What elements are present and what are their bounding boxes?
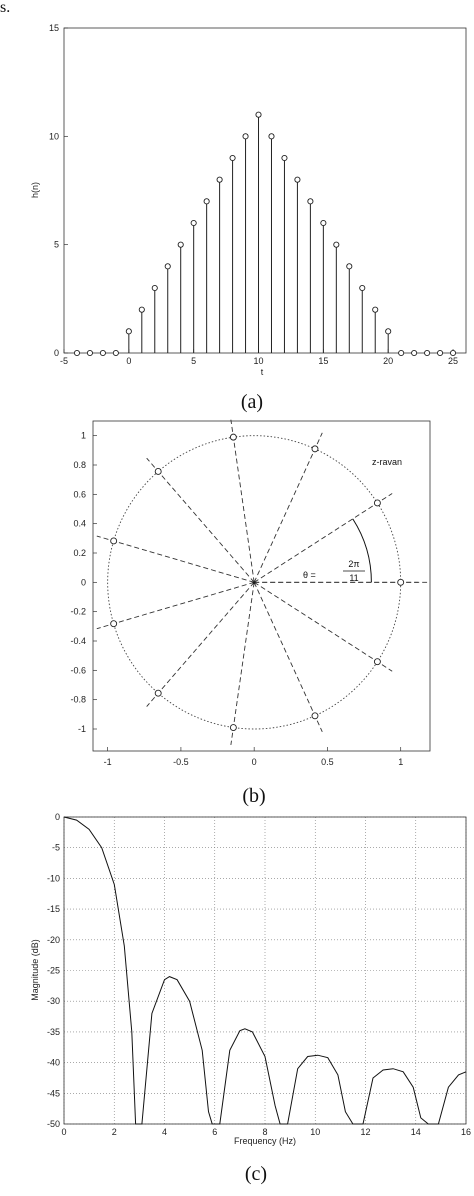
panel-b-radial-line xyxy=(147,458,254,582)
panel-b-ytick-label: 0.6 xyxy=(73,489,86,500)
panel-b-angle-denominator: 11 xyxy=(349,573,359,583)
panel-a-ytick-label: 15 xyxy=(48,23,59,33)
panel-a-stem-marker xyxy=(87,350,92,355)
panel-a-stem-marker xyxy=(321,220,326,225)
panel-a-stem-marker xyxy=(360,285,365,290)
panel-b-zero-marker xyxy=(398,579,404,585)
panel-c-ytick-label: -45 xyxy=(46,1088,60,1099)
panel-c-xtick-label: 6 xyxy=(212,1127,218,1137)
panel-a-stem-marker xyxy=(412,350,417,355)
panel-a-xlabel: t xyxy=(260,367,264,377)
panel-c-xtick-label: 2 xyxy=(111,1127,117,1137)
panel-a-xtick-label: -5 xyxy=(59,356,69,366)
panel-a-stem-marker xyxy=(386,329,391,334)
panel-a-stem-marker xyxy=(437,350,442,355)
panel-b-ytick-label: -0.2 xyxy=(70,606,86,617)
panel-b-ytick-label: 0.2 xyxy=(73,548,86,558)
panel-b-ytick-label: -0.4 xyxy=(70,636,86,646)
panel-a-stem-marker xyxy=(399,350,404,355)
panel-c-ytick-label: -50 xyxy=(46,1119,60,1129)
panel-b-angle-numerator: 2π xyxy=(348,559,360,569)
panel-b-xtick-label: 1 xyxy=(398,757,404,767)
panel-c-xtick-label: 0 xyxy=(61,1127,67,1137)
panel-c-ytick-label: -10 xyxy=(46,873,60,884)
panel-b-axes-box xyxy=(93,421,430,751)
panel-b-xtick-label: 0.5 xyxy=(321,757,334,767)
panel-c-xtick-label: 4 xyxy=(161,1127,168,1137)
panel-a-stem-marker xyxy=(256,112,261,117)
panel-c-magnitude-plot xyxy=(30,812,471,1185)
panel-c-ytick-label: -40 xyxy=(46,1057,60,1068)
panel-a-stem-marker xyxy=(178,242,183,247)
panel-a-ytick-label: 10 xyxy=(48,131,59,142)
panel-b-zero-marker xyxy=(230,725,236,731)
panel-a-xtick-label: 25 xyxy=(448,356,459,366)
panel-a-stem-marker xyxy=(230,155,235,160)
panel-c-caption: (c) xyxy=(244,1163,268,1185)
panel-c-ytick-label: -35 xyxy=(46,1026,60,1037)
panel-c-xtick-label: 10 xyxy=(310,1127,321,1137)
panel-b-zero-marker xyxy=(155,690,161,696)
panel-b-zero-marker xyxy=(312,446,318,452)
panel-a-stem-marker xyxy=(74,350,79,355)
panel-b-xtick-label: -1 xyxy=(103,757,112,767)
panel-c-xlabel: Frequency (Hz) xyxy=(233,1136,297,1146)
panel-a-xtick-label: 0 xyxy=(126,356,132,366)
panel-a-stem-marker xyxy=(450,350,455,355)
panel-b-zero-marker xyxy=(374,500,380,506)
panel-b-xtick-label: -0.5 xyxy=(173,757,189,767)
panel-b-ytick-label: -1 xyxy=(77,724,86,734)
panel-c-xtick-label: 8 xyxy=(262,1127,268,1137)
panel-b-zero-marker xyxy=(111,538,117,544)
panel-b-zero-marker xyxy=(230,434,236,440)
panel-a-stem-marker xyxy=(243,134,248,139)
panel-a-stem-marker xyxy=(126,329,131,334)
panel-a-stem-marker xyxy=(373,307,378,312)
panel-b-radial-line xyxy=(147,582,254,706)
panel-c-ytick-label: 0 xyxy=(54,812,60,822)
panel-a-stem-marker xyxy=(139,307,144,312)
panel-c-ylabel: Magnitude (dB) xyxy=(30,939,40,1001)
panel-a-stem-marker xyxy=(100,350,105,355)
panel-a-stem-marker xyxy=(347,264,352,269)
panel-a-ylabel: h(n) xyxy=(30,181,40,199)
panel-c-ytick-label: -20 xyxy=(46,934,60,945)
panel-b-radial-line xyxy=(97,536,254,582)
panel-a-xtick-label: 20 xyxy=(383,356,394,366)
panel-c-ytick-label: -30 xyxy=(46,996,60,1007)
panel-c-xtick-label: 12 xyxy=(360,1127,371,1137)
panel-c-xtick-label: 16 xyxy=(460,1127,472,1137)
panel-a-stem-marker xyxy=(152,285,157,290)
panel-b-ytick-label: 1 xyxy=(80,430,86,441)
panel-c-ytick-label: -25 xyxy=(46,965,60,976)
panel-a-stem-marker xyxy=(191,220,196,225)
panel-c-ytick-label: -15 xyxy=(46,904,60,915)
panel-c-xtick-label: 14 xyxy=(410,1127,421,1137)
panel-b-caption: (b) xyxy=(242,785,266,807)
panel-b-origin-marker: * xyxy=(252,579,256,590)
panel-a-axes-box xyxy=(64,28,466,353)
panel-c-ytick-label: -5 xyxy=(51,842,60,853)
panel-a-stem-marker xyxy=(308,199,313,204)
panel-b-zero-marker xyxy=(111,621,117,627)
panel-b-radial-line xyxy=(231,582,254,745)
panel-b-ytick-label: 0.4 xyxy=(73,518,86,529)
panel-a-xtick-label: 5 xyxy=(191,356,197,366)
panel-a-stem-marker xyxy=(269,134,274,139)
panel-b-zero-marker xyxy=(312,713,318,719)
panel-b-ytick-label: 0.8 xyxy=(73,460,86,470)
panel-b-radial-line xyxy=(97,582,254,628)
panel-a-stem-marker xyxy=(165,264,170,269)
panel-b-xtick-label: 0 xyxy=(251,757,257,767)
panel-a-stem-marker xyxy=(113,350,118,355)
panel-b-ytick-label: 0 xyxy=(80,577,86,588)
panel-b-zero-marker xyxy=(374,659,380,665)
panel-a-stem-marker xyxy=(334,242,339,247)
panel-b-radial-line xyxy=(231,420,254,583)
panel-b-angle-label: θ = xyxy=(303,570,316,580)
panel-a-xtick-label: 10 xyxy=(253,356,264,366)
panel-a-ytick-label: 0 xyxy=(53,348,59,358)
panel-a-xtick-label: 15 xyxy=(318,356,329,366)
panel-b-ytick-label: -0.6 xyxy=(70,665,86,676)
panel-a-stem-marker xyxy=(424,350,429,355)
panel-a-stem-marker xyxy=(282,155,287,160)
panel-a-stem-marker xyxy=(217,177,222,182)
panel-a-stem-marker xyxy=(295,177,300,182)
panel-b-zero-marker xyxy=(155,468,161,474)
panel-a-stem-marker xyxy=(204,199,209,204)
panel-b-pole-zero-plot xyxy=(70,420,430,807)
top-text-fragment: s. xyxy=(0,0,11,16)
panel-a-ytick-label: 5 xyxy=(53,239,59,250)
panel-b-unit-circle-label: z-ravan xyxy=(372,457,403,467)
panel-b-ytick-label: -0.8 xyxy=(70,694,86,705)
panel-a-caption: (a) xyxy=(240,391,264,413)
panel-a-stem-plot xyxy=(30,23,466,413)
